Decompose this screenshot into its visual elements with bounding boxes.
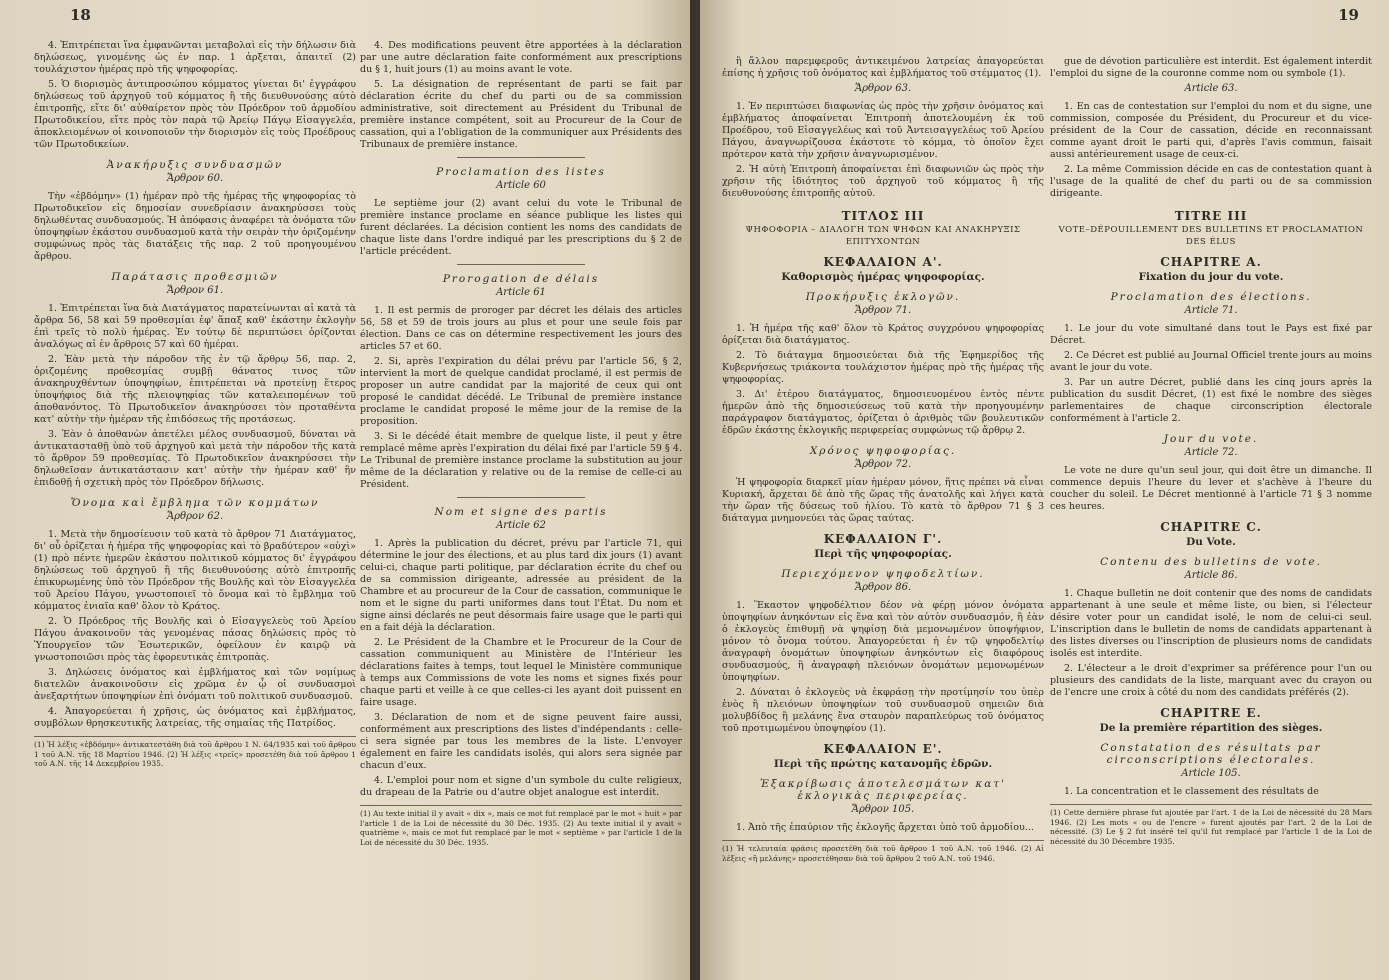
chapter-heading: CHAPITRE A. (1160, 255, 1262, 269)
chapter-subheading: Περὶ τῆς πρώτης κατανομῆς ἑδρῶν. (773, 758, 993, 770)
right-page-number: 19 (1338, 6, 1359, 24)
chapter-subheading: De la première répartition des sièges. (1099, 722, 1323, 734)
paragraph: 3. Δηλώσεις ὀνόματος καὶ ἐμβλήματος καὶ τῶν νομίμως διατελῶν ἀνακοινοῦσιν εἰς χρῶμα ἐν ᾧ οἱ συνδυασμοὶ ἀνεξαρτήτων ὑποψηφίων ἐπὶ ὀνόματι τοῦ πολιτικοῦ συνδυασμοῦ. (34, 667, 356, 702)
title-heading: TITRE III (1174, 209, 1248, 223)
paragraph: 2. Le Président de la Chambre et le Procureur de la Cour de cassation communiquent au Ministère de l'Intérieur les déclarations faites à temps, tout lequel le Ministère communique à temps aux Commissions de vote les noms et signes fixés pour chaque parti et veille à ce que celles-ci les ayant doit puissent en faire usage. (360, 637, 682, 708)
article-title: Ἄρθρον 63. (854, 83, 912, 94)
paragraph: gue de dévotion particulière est interdit. Est également interdit l'emploi du signe de la couronne comme nom ou symbole (1). (1050, 56, 1372, 79)
footnote: (1) Ἡ λέξις «ἑβδόμην» ἀντικατεστάθη διὰ τοῦ ἄρθρου 1 Ν. 64/1935 καὶ τοῦ ἄρθρου 1 τοῦ Α.Ν. τῆς 18 Μαρτίου 1946. (2) Ἡ λέξις «τρεῖς» προσετέθη διὰ τοῦ ἄρθρου 1 τοῦ Α.Ν. τῆς 14 Δεκεμβρίου 1935. (34, 740, 356, 768)
paragraph: 3. Δι' ἑτέρου διατάγματος, δημοσιευομένου ἐντὸς πέντε ἡμερῶν ἀπὸ τῆς δημοσιεύσεως τοῦ κατὰ τὴν προηγουμένην παράγραφον διατάγματος, ὁρίζεται ὁ ἀριθμὸς τῶν βουλευτικῶν ἑδρῶν ἑκάστης ἐκλογικῆς περιφερείας συμφώνως τῷ ἄρθρῳ 2. (722, 389, 1044, 436)
article-title: Ἄρθρον 71. (854, 305, 912, 316)
paragraph: 2. Δύναται ὁ ἐκλογεὺς νὰ ἐκφράσῃ τὴν προτίμησίν του ὑπὲρ ἑνὸς ἢ πλειόνων ὑποψηφίων τοῦ συνδυασμοῦ σημειῶν διὰ μολυβδίδος ἢ μελάνης ἕνα σταυρὸν παραπλεύρως τοῦ ὀνόματος τοῦ προτιμωμένου ὑποψηφίου (1). (722, 687, 1044, 734)
chapter-heading: CHAPITRE E. (1160, 706, 1262, 720)
paragraph: 3. Ἐὰν ὁ ἀποθανὼν ἀπετέλει μέλος συνδυασμοῦ, δύναται νὰ ἀντικατασταθῇ ὑπὸ τοῦ ἀρχηγοῦ καὶ μετὰ τὴν πάροδον τῆς κατὰ τὸ ἄρθρον 59 προθεσμίας. Τὸ Πρωτοδικεῖον ἀνακηρύσσει τὴν δηλωθεῖσαν ἀντικατάστασιν κατ' αὐτὴν τὴν ἡμέραν καθ' ἣν ἐπιδοθῇ ἡ σχετικὴ πρὸς τὸν Πρόεδρον δήλωσις. (34, 429, 356, 488)
paragraph: 1. Ἕκαστον ψηφοδέλτιον δέον νὰ φέρῃ μόνον ὀνόματα ὑποψηφίων ἀνηκόντων εἰς ἕνα καὶ τὸν αὐτὸν συνδυασμόν, ἢ ἐὰν ὁ ἐκλογεὺς ἐπιθυμῇ νὰ ψηφίσῃ διὰ μεμονωμένον ὑποψήφιον, μόνον τὸ ὄνομα τούτου. Ἀπαγορεύεται ἡ ἐν τῷ ψηφοδελτίῳ ἀναγραφὴ ὀνομάτων ὑποψηφίων ἀνηκόντων εἰς διαφόρους συνδυασμούς, ἢ ἀναγραφὴ πλειόνων ὀνομάτων μεμονωμένων ὑποψηφίων. (722, 600, 1044, 683)
footnotes (1050, 804, 1372, 846)
article-title: Article 86. (1184, 570, 1238, 581)
article-title: Article 60 (496, 180, 546, 191)
article-title: Article 71. (1184, 305, 1238, 316)
paragraph: Τὴν «ἑβδόμην» (1) ἡμέραν πρὸ τῆς ἡμέρας τῆς ψηφοφορίας τὸ Πρωτοδικεῖον εἰς δημοσίαν συνεδρίασιν ἀνακηρύσσει τοὺς δηλωθέντας συνδυασμούς. Ἡ ἀπόφασις ἀναφέρει τὰ ὀνόματα τῶν ὑποψηφίων ἑκάστου συνδυασμοῦ κατὰ τὴν σειρὰν τὴν ὁριζομένην συμφώνως πρὸς τὰς διατάξεις τῆς παρ. 2 τοῦ προηγουμένου ἄρθρου. (34, 191, 356, 262)
section-heading: Nom et signe des partis (434, 506, 608, 518)
paragraph: 4. Des modifications peuvent être apportées à la déclaration par une autre déclaration faite conformément aux prescriptions du § 1, huit jours (1) au moins avant le vote. (360, 40, 682, 75)
paragraph: 4. L'emploi pour nom et signe d'un symbole du culte religieux, du drapeau de la Patrie ou d'autre objet analogue est interdit. (360, 775, 682, 798)
footnote: (1) Ἡ τελευταία φράσις προσετέθη διὰ τοῦ ἄρθρου 1 τοῦ Α.Ν. τοῦ 1946. (2) Αἱ λέξεις «ἢ μελάνης» προσετέθησαν διὰ τοῦ ἄρθρου 2 τοῦ Α.Ν. τοῦ 1946. (722, 844, 1044, 863)
paragraph: 1. La concentration et le classement des résultats de (1064, 786, 1319, 797)
article-title: Article 105. (1181, 768, 1241, 779)
chapter-heading: ΚΕΦΑΛΑΙΟΝ Γ'. (823, 532, 943, 546)
section-heading: Χρόνος ψηφοφορίας. (809, 445, 957, 457)
article-title: Article 61 (496, 287, 546, 298)
title-heading: ΤΙΤΛΟΣ III (841, 209, 925, 223)
divider (457, 264, 586, 265)
footnotes (34, 736, 356, 769)
chapter-heading: ΚΕΦΑΛΑΙΟΝ Α'. (823, 255, 943, 269)
paragraph: 1. En cas de contestation sur l'emploi du nom et du signe, une commission, composée du Président, du Procureur et du vice-président de la Cour de cassation, décide en reconnaissant comme ayant droit le parti qui, d'après l'avis commun, faisait aussi antérieurement usage de ceux-ci. (1050, 101, 1372, 160)
section-heading: Contenu des bulletins de vote. (1100, 556, 1322, 568)
paragraph: 1. Μετὰ τὴν δημοσίευσιν τοῦ κατὰ τὸ ἄρθρον 71 Διατάγματος, δι' οὗ ὁρίζεται ἡ ἡμέρα τῆς ψηφοφορίας καὶ τὸ βραδύτερον «οὐχὶ» (1) πρὸ πέντε ἡμερῶν ἑκάστου πολιτικοῦ κόμματος δι' ἐγγράφου δηλώσεως τοῦ ἀρχηγοῦ ἢ τῆς διευθυνούσης αὐτὸ ἐπιτροπῆς ἐπικυρωμένης ὑπὸ τὸν Πρόεδρον τῆς Βουλῆς καὶ τὸν Εἰσαγγελέα τοῦ Ἀρείου Πάγου, γνωστοποιεῖ τὸ ὄνομα καὶ τὸ ἔμβλημα τοῦ κόμματος ἐνιαῖα καθ' ὅλον τὸ Κράτος. (34, 529, 356, 612)
paragraph: 1. Ἐπιτρέπεται ἵνα διὰ Διατάγματος παρατείνωνται αἱ κατὰ τὰ ἄρθρα 56, 58 καὶ 59 προθεσμίαι ἐφ' ἅπαξ καθ' ἑκάστην ἐκλογὴν ἐπὶ τρεῖς τὸ πολὺ ἡμέρας. Ἐν τούτῳ δὲ περιπτώσει ὁρίζονται ἀναλόγως αἱ ἐν ἄρθροις 57 καὶ 60 ἡμέραι. (34, 303, 356, 350)
section-heading: Ἀνακήρυξις συνδυασμῶν (106, 159, 284, 171)
paragraph: 1. Ἐν περιπτώσει διαφωνίας ὡς πρὸς τὴν χρῆσιν ὀνόματος καὶ ἐμβλήματος ἀποφαίνεται Ἐπιτροπὴ ἀποτελουμένη ἐκ τοῦ Προέδρου, τοῦ Εἰσαγγελέως καὶ τοῦ Ἀντεισαγγελέως τοῦ Ἀρείου Πάγου, ἀναγνωρίζουσα ἑκάστοτε τὸ κόμμα, τὸ ὁποῖον ἔχει πρότερον κατὰ τὴν χρῆσιν ἀναγνωρισμένον. (722, 101, 1044, 160)
chapter-subheading: Καθορισμὸς ἡμέρας ψηφοφορίας. (781, 271, 985, 283)
chapter-subheading: Du Vote. (1186, 536, 1236, 548)
article-title: Ἄρθρον 105. (851, 804, 915, 815)
article-title: Ἄρθρον 86. (854, 582, 912, 593)
paragraph: 2. L'électeur a le droit d'exprimer sa préférence pour l'un ou plusieurs des candidats de la liste, marquant avec du crayon ou de l'encre une croix à côté du nom des candidats préférés (2). (1050, 663, 1372, 698)
divider (457, 497, 586, 498)
paragraph: 3. Par un autre Décret, publié dans les cinq jours après la publication du susdit Décret, (1) est fixé le nombre des sièges parlementaires de chaque circonscription électorale conformément à l'article 2. (1050, 377, 1372, 424)
paragraph: 1. Le jour du vote simultané dans tout le Pays est fixé par Décret. (1050, 323, 1372, 346)
paragraph: Le vote ne dure qu'un seul jour, qui doit être un dimanche. Il commence depuis l'heure du lever et s'achève à l'heure du coucher du soleil. Le Décret mentionné à l'article 71 § 3 nomme ces heures. (1050, 465, 1372, 512)
left-greek-column (34, 40, 356, 970)
article-title: Ἄρθρον 62. (166, 511, 224, 522)
paragraph: 2. Ἡ αὐτὴ Ἐπιτροπὴ ἀποφαίνεται ἐπὶ διαφωνιῶν ὡς πρὸς τὴν χρῆσιν τῆς ἰδιότητος τοῦ ἀρχηγοῦ τοῦ κόμματος ἢ τῆς διευθυνούσης ἐπιτροπῆς αὐτοῦ. (722, 164, 1044, 199)
left-french-column (360, 40, 682, 970)
chapter-subheading: Περὶ τῆς ψηφοφορίας. (814, 548, 952, 560)
paragraph: 2. Ὁ Πρόεδρος τῆς Βουλῆς καὶ ὁ Εἰσαγγελεὺς τοῦ Ἀρείου Πάγου ἀνακοινοῦν τὰς γενομένας πάσας δηλώσεις πρὸς τὸ Ὑπουργεῖον τῶν Ἐσωτερικῶν, ὀφείλουν ἐν καιρῷ νὰ γνωστοποιῶσι πρὸς τὰς ἐφορευτικὰς ἐπιτροπὰς. (34, 616, 356, 663)
paragraph: Le septième jour (2) avant celui du vote le Tribunal de première instance proclame en séance publique les listes qui furent déclarées. La décision contient les noms des candidats de chaque liste dans l'ordre indiqué par les prescriptions du § 2 de l'article précédent. (360, 198, 682, 257)
article-title: Ἄρθρον 60. (166, 173, 224, 184)
paragraph: 4. Ἐπιτρέπεται ἵνα ἐμφανῶνται μεταβολαὶ εἰς τὴν δήλωσιν διὰ δηλώσεως, γινομένης ὡς ἐν παρ. 1 ἀρξεται, ἀπαιτεῖ (2) τουλάχιστον ἡμέρας πρὸ τῆς ψηφοφορίας. (34, 40, 356, 75)
divider (457, 157, 586, 158)
title-subheading: VOTE–DÉPOUILLEMENT DES BULLETINS ET PROCLAMATION DES ÉLUS (1058, 225, 1364, 247)
article-title: Ἄρθρον 72. (854, 459, 912, 470)
section-heading: Jour du vote. (1163, 433, 1259, 445)
paragraph: 1. Ἀπὸ τῆς ἐπαύριον τῆς ἐκλογῆς ἄρχεται ὑπὸ τοῦ ἁρμοδίου... (736, 822, 1034, 833)
book-gutter (690, 0, 700, 980)
right-greek-column (722, 56, 1044, 970)
paragraph: 2. Si, après l'expiration du délai prévu par l'article 56, § 2, intervient la mort de quelque candidat proclamé, il est permis de proposer un autre candidat par la majorité de ceux qui ont proposé le candidat décédé. Le Tribunal de première instance proclame le candidat proposé le même jour de la remise de la proposition. (360, 356, 682, 427)
paragraph: 2. La même Commission décide en cas de contestation quant à l'usage de la qualité de chef du parti ou de sa commission dirigeante. (1050, 164, 1372, 199)
article-title: Article 62 (496, 520, 546, 531)
section-heading: Constatation des résultats par circonscriptions électorales. (1100, 742, 1322, 766)
article-title: Article 63. (1184, 83, 1238, 94)
paragraph: 2. Ἐὰν μετὰ τὴν πάροδον τῆς ἐν τῷ ἄρθρῳ 56, παρ. 2, ὁριζομένης προθεσμίας συμβῇ θάνατος τινος τῶν ἀνακηρυχθέντων ὑποψηφίων, ἐπιτρέπεται νὰ προτείνῃ ἕτερος ὑποψήφιος διὰ τῆς πλειοψηφίας τῶν καταλειπομένων τοῦ ἀποθανόντος. Τὸ Πρωτοδικεῖον ἀνακηρύσσει τὸν προταθέντα κατ' αὐτὴν τὴν ἡμέραν τῆς ἐπιδόσεως τῆς προτάσεως. (34, 354, 356, 425)
left-page (0, 0, 690, 980)
paragraph: Ἡ ψηφοφορία διαρκεῖ μίαν ἡμέραν μόνον, ἥτις πρέπει νὰ εἶναι Κυριακή, ἄρχεται δὲ ἀπὸ τῆς ὥρας τῆς ἀνατολῆς καὶ λήγει κατὰ τὴν ὥραν τῆς δύσεως τοῦ ἡλίου. Τὸ κατὰ τὸ ἄρθρον 71 § 3 διάταγμα μνημονεύει τὰς ὥρας ταύτας. (722, 477, 1044, 524)
article-title: Article 72. (1184, 447, 1238, 458)
paragraph: 1. Après la publication du décret, prévu par l'article 71, qui détermine le jour des élections, et au plus tard dix jours (1) avant celui-ci, chaque parti politique, par déclaration écrite du chef ou de sa commission dirigeante, adressée au président de la Chambre et au procureur de la Cour de cassation, communique le nom et le signe du parti uniformes dans tout l'État. Du nom et signe ainsi déclarés ne peut désormais faire usage que le parti qui en a fait déjà la déclaration. (360, 538, 682, 633)
paragraph: ἢ ἄλλου παρεμφεροῦς ἀντικειμένου λατρείας ἀπαγορεύεται ἐπίσης ἡ χρῆσις τοῦ ὀνόματος καὶ ἐμβλήματος τοῦ στέμματος (1). (722, 56, 1044, 79)
footnotes (722, 840, 1044, 863)
paragraph: 3. Déclaration de nom et de signe peuvent faire aussi, conformément aux prescriptions des listes d'indépendants : celle-ci sera signée par tous les membres de la liste. L'envoyer également en faire les candidats isolés, qui alors sera signée par chacun d'eux. (360, 712, 682, 771)
chapter-heading: CHAPITRE C. (1160, 520, 1262, 534)
section-heading: Proclamation des élections. (1110, 291, 1312, 303)
left-page-number: 18 (70, 6, 91, 24)
paragraph: 5. La désignation de représentant de parti se fait par déclaration écrite du chef du parti ou de sa commission administrative, soit directement au Président du Tribunal de première instance compétent, soit au Procureur de la Cour de cassation, qui a l'obligation de la communiquer aux Présidents des Tribunaux de première instance. (360, 79, 682, 150)
section-heading: Ὄνομα καὶ ἔμβλημα τῶν κομμάτων (70, 497, 320, 509)
footnotes (360, 805, 682, 847)
section-heading: Proclamation des listes (436, 166, 606, 178)
section-heading: Προκήρυξις ἐκλογῶν. (805, 291, 961, 303)
paragraph: 2. Τὸ διάταγμα δημοσιεύεται διὰ τῆς Ἐφημερίδος τῆς Κυβερνήσεως τριάκοντα τουλάχιστον ἡμέρας πρὸ τῆς ἡμέρας τῆς ψηφοφορίας. (722, 350, 1044, 385)
paragraph: 5. Ὁ διορισμὸς ἀντιπροσώπου κόμματος γίνεται δι' ἐγγράφου δηλώσεως τοῦ ἀρχηγοῦ τοῦ κόμματος ἢ τῆς διευθυνούσης αὐτὸ ἐπιτροπῆς, εἴτε δι' αὐθαίρετον πρὸς τὸν Πρόεδρον τοῦ ἁρμοδίου Πρωτοδικείου, εἴτε πρὸς τὸν παρὰ τῷ Ἀρείῳ Πάγῳ Εἰσαγγελέα, ἀποκλειομένων οἱ κοινοποιοῦν τὴν διορισμὸν εἰς τοὺς Προέδρους τῶν Πρωτοδικείων. (34, 79, 356, 150)
section-heading: Περιεχόμενον ψηφοδελτίων. (781, 568, 985, 580)
chapter-subheading: Fixation du jour du vote. (1138, 271, 1284, 283)
title-subheading: ΨΗΦΟΦΟΡΙΑ – ΔΙΑΛΟΓΗ ΤΩΝ ΨΗΦΩΝ ΚΑΙ ΑΝΑΚΗΡΥΞΙΣ ΕΠΙΤΥΧΟΝΤΩΝ (745, 225, 1021, 247)
chapter-heading: ΚΕΦΑΛΑΙΟΝ Ε'. (823, 742, 943, 756)
article-title: Ἄρθρον 61. (166, 285, 224, 296)
right-french-column (1050, 56, 1372, 970)
section-heading: Ἐξακρίβωσις ἀποτελεσμάτων κατ' ἐκλογικὰς περιφερείας. (759, 778, 1007, 802)
paragraph: 1. Chaque bulletin ne doit contenir que des noms de candidats appartenant à une seule et même liste, ou bien, si l'électeur désire voter pour un candidat isolé, le nom de celui-ci seul. L'inscription dans le bulletin de noms de candidats appartenant à des listes diverses ou l'inscription de plusieurs noms de candidats isolés est interdite. (1050, 588, 1372, 659)
section-heading: Παράτασις προθεσμιῶν (111, 271, 279, 283)
paragraph: 3. Si le décédé était membre de quelque liste, il peut y être remplacé même après l'expiration du délai fixé par l'article 59 § 4. Le Tribunal de première instance proclame la substitution au jour même de la déclaration y relative ou de la remise de celle-ci au Président. (360, 431, 682, 490)
footnote: (1) Cette dernière phrase fut ajoutée par l'art. 1 de la Loi de nécessité du 28 Mars 1946. (2) Les mots « ou de l'encre » furent ajoutés par l'art. 2 de la Loi de nécessité. (3) Le § 2 fut inséré tel qu'il fut remplacé par l'article 1 de la Loi de nécessité du 30 Décembre 1935. (1050, 808, 1372, 846)
paragraph: 1. Ἡ ἡμέρα τῆς καθ' ὅλον τὸ Κράτος συγχρόνου ψηφοφορίας ὁρίζεται διὰ διατάγματος. (722, 323, 1044, 346)
footnote: (1) Au texte initial il y avait « dix », mais ce mot fut remplacé par le mot « huit » par l'article 1 de la Loi de nécessité du 30 Déc. 1935. (2) Au texte initial il y avait « quatrième », mais ce mot fut remplacé par le mot « septième » par l'article 1 de la Loi de nécessité du 30 Déc. 1935. (360, 809, 682, 847)
paragraph: 4. Ἀπαγορεύεται ἡ χρῆσις, ὡς ὀνόματος καὶ ἐμβλήματος, συμβόλων θρησκευτικῆς λατρείας, τῆς σημαίας τῆς Πατρίδος. (34, 706, 356, 729)
paragraph: 1. Il est permis de proroger par décret les délais des articles 56, 58 et 59 de trois jours au plus et pour une seule fois par élection. Dans ce cas on détermine respectivement les jours des articles 57 et 60. (360, 305, 682, 352)
paragraph: 2. Ce Décret est publié au Journal Officiel trente jours au moins avant le jour du vote. (1050, 350, 1372, 373)
section-heading: Prorogation de délais (442, 273, 600, 285)
right-page (700, 0, 1389, 980)
